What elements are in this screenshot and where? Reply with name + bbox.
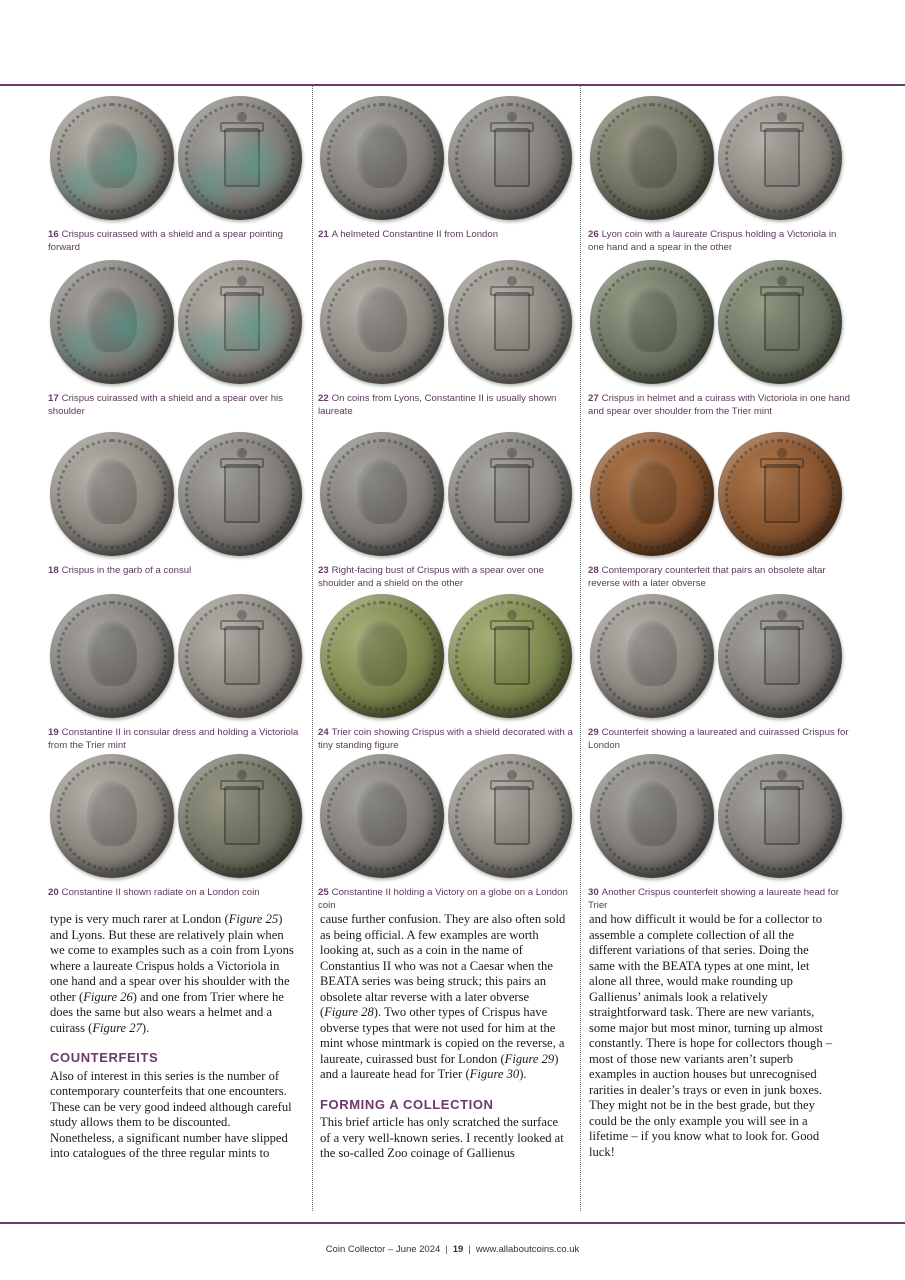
figure-18 [48, 430, 310, 577]
coin-obverse-image [320, 432, 444, 556]
coin-reverse-image [448, 432, 572, 556]
figure-17 [48, 258, 310, 418]
coin-reverse-image [448, 594, 572, 718]
body-paragraph: and how difficult it would be for a collector to assemble a complete collection of all the different variations of that series. Doing the same with the BEATA types at one mint, let alone all three, would make rounding up Gallienus’ animals look a relatively straightforward task. There are new variants, some major but most minor, turning up almost constantly. There is hope for collectors though – most of those new variants aren’t superb examples in auction houses but unrecognised rarities in dealer’s trays or even in junk boxes. They might not be in the best grade, but they could be the only example you will see in a lifetime – if you know what to look for. Good luck! [589, 912, 833, 1159]
coin-pair [48, 592, 310, 720]
figure-19 [48, 592, 310, 752]
body-paragraph: cause further confusion. They are also often sold as being official. A few examples are worth looking at, such as a coin in the name of Constantius II who was not a Caesar when the BEATA series was being struck; this pairs an obsolete altar reverse with a later obverse (Figure 28). Two other types of Crispus have obverse types that were not used for him at the mint whose mintmark is copied on the reverse, a laureate, cuirassed bust for London (Figure 29) and a laureate head for Trier (Figure 30). [320, 912, 566, 1081]
coin-obverse-image [590, 594, 714, 718]
figure-30 [588, 752, 850, 912]
figure-caption: 22 On coins from Lyons, Constantine II is usually shown laureate [318, 393, 557, 417]
coin-reverse-image [178, 594, 302, 718]
body-paragraph: This brief article has only scratched the surface of a very well-known series. I recently looked at the so-called Zoo coinage of Gallienus [320, 1115, 564, 1160]
figure-26 [588, 94, 850, 254]
figure-caption: 21 A helmeted Constantine II from London [318, 229, 499, 240]
coin-reverse-image [448, 260, 572, 384]
coin-reverse-image [178, 260, 302, 384]
bottom-rule [0, 1222, 905, 1224]
coin-obverse-image [590, 754, 714, 878]
column-divider [312, 86, 313, 1211]
coin-obverse-image [590, 432, 714, 556]
section-heading-forming-a-collection: FORMING A COLLECTION [320, 1096, 494, 1112]
page-footer: Coin Collector – June 2024 | 19 | www.allaboutcoins.co.uk [325, 1244, 580, 1255]
coin-pair [48, 258, 310, 386]
coin-pair [588, 94, 850, 222]
figure-27 [588, 258, 850, 418]
figure-reference: Figure 28 [324, 1005, 374, 1019]
figure-caption: 30 Another Crispus counterfeit showing a laureate head for Trier [588, 887, 839, 911]
coin-obverse-image [50, 594, 174, 718]
coin-obverse-image [590, 260, 714, 384]
coin-pair [588, 430, 850, 558]
figure-29 [588, 592, 850, 752]
coin-pair [318, 430, 580, 558]
coin-obverse-image [50, 260, 174, 384]
coin-obverse-image [590, 96, 714, 220]
coin-obverse-image [50, 432, 174, 556]
figure-caption: 23 Right-facing bust of Crispus with a spear over one shoulder and a shield on the other [318, 565, 544, 589]
body-paragraph: Also of interest in this series is the number of contemporary counterfeits that one encounters. These can be very good indeed although careful study allows them to be discounted. Nonetheless, a significant number have slipped into catalogues of the three regular mints to [50, 1068, 292, 1160]
figure-25 [318, 752, 580, 912]
figure-24 [318, 592, 580, 752]
figure-22 [318, 258, 580, 418]
coin-pair [48, 430, 310, 558]
figure-caption: 26 Lyon coin with a laureate Crispus holding a Victoriola in one hand and a spear in the other [588, 229, 837, 253]
figure-caption: 24 Trier coin showing Crispus with a shield decorated with a tiny standing figure [318, 727, 573, 751]
figure-reference: Figure 27 [92, 1020, 142, 1035]
section-heading-counterfeits: COUNTERFEITS [50, 1050, 159, 1065]
coin-pair [48, 94, 310, 222]
figure-caption: 18 Crispus in the garb of a consul [48, 565, 192, 576]
article-column-2 [320, 912, 568, 1162]
coin-reverse-image [718, 754, 842, 878]
coin-reverse-image [448, 96, 572, 220]
coin-reverse-image [448, 754, 572, 878]
article-column-1 [50, 912, 298, 1162]
coin-pair [318, 592, 580, 720]
figure-reference: Figure 30 [469, 1067, 520, 1081]
coin-obverse-image [320, 260, 444, 384]
coin-pair [318, 752, 580, 880]
figure-23 [318, 430, 580, 590]
coin-obverse-image [320, 96, 444, 220]
coin-pair [48, 752, 310, 880]
coin-pair [588, 258, 850, 386]
figure-caption: 19 Constantine II in consular dress and holding a Victoriola from the Trier mint [48, 727, 299, 751]
figure-caption: 16 Crispus cuirassed with a shield and a spear pointing forward [48, 229, 283, 253]
figure-28 [588, 430, 850, 590]
coin-reverse-image [718, 260, 842, 384]
figure-caption: 17 Crispus cuirassed with a shield and a spear over his shoulder [48, 393, 283, 417]
figure-caption: 28 Contemporary counterfeit that pairs an obsolete altar reverse with a later obverse [588, 565, 826, 589]
page-number: 19 [452, 1244, 464, 1255]
figure-21 [318, 94, 580, 241]
figure-caption: 25 Constantine II holding a Victory on a globe on a London coin [318, 887, 568, 911]
figure-reference: Figure 29 [504, 1051, 555, 1066]
figure-caption: 20 Constantine II shown radiate on a London coin [48, 887, 260, 898]
coin-reverse-image [178, 754, 302, 878]
article-column-3 [589, 912, 837, 1160]
coin-obverse-image [320, 754, 444, 878]
column-divider [580, 86, 581, 1211]
website-link[interactable]: www.allaboutcoins.co.uk [475, 1244, 580, 1255]
coin-reverse-image [178, 96, 302, 220]
coin-reverse-image [718, 432, 842, 556]
coin-obverse-image [50, 96, 174, 220]
top-rule [0, 84, 905, 86]
coin-pair [318, 94, 580, 222]
figure-reference: Figure 25 [228, 912, 279, 926]
figure-16 [48, 94, 310, 254]
figure-caption: 27 Crispus in helmet and a cuirass with Victoriola in one hand and spear over shoulder from the Trier mint [588, 393, 850, 417]
body-paragraph: type is very much rarer at London (Figure 25) and Lyons. But these are relatively plain when we come to examples such as a coin from Lyons where a laureate Crispus holds a Victoriola in one hand and a spear over his shoulder with the other (Figure 26) and one from Trier where he does the same but also wears a helmet and a cuirass (Figure 27). [50, 912, 294, 1035]
coin-pair [318, 258, 580, 386]
coin-reverse-image [718, 594, 842, 718]
coin-reverse-image [178, 432, 302, 556]
coin-obverse-image [320, 594, 444, 718]
coin-pair [588, 752, 850, 880]
coin-obverse-image [50, 754, 174, 878]
figure-caption: 29 Counterfeit showing a laureated and cuirassed Crispus for London [588, 727, 849, 751]
figure-reference: Figure 26 [83, 989, 133, 1004]
publication-title: Coin Collector – June 2024 [325, 1244, 441, 1255]
coin-reverse-image [718, 96, 842, 220]
figure-20 [48, 752, 310, 899]
coin-pair [588, 592, 850, 720]
